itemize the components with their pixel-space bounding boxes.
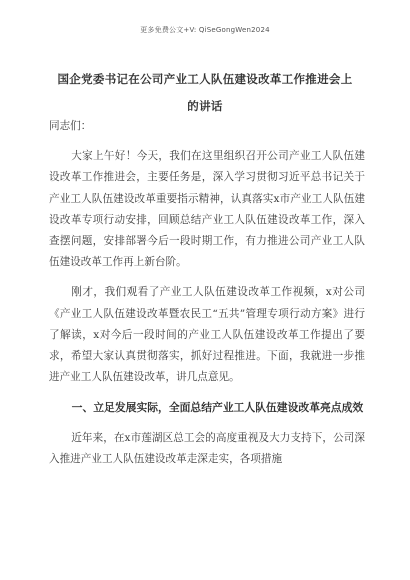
document-title (40, 66, 370, 120)
section-paragraph: 近年来，在x市莲湖区总工会的高度重视及大力支持下，公司深入推进产业工人队伍建设改革走深走实，各项措施 (49, 431, 365, 465)
section-heading: 一、立足发展实际，全面总结产业工人队伍建设改革亮点成效 (71, 401, 364, 415)
salutation: 同志们： (49, 120, 92, 132)
paragraph-context: 刚才，我们观看了产业工人队伍建设改革工作视频，x对公司《产业工人队伍建设改革暨农民工“五共”管理专项行动方案》进行了解读，x对今后一段时间的产业工人队伍建设改革工作提出了要求，希望大家认真贯彻落实，抓好过程推进。下面，我就进一步推进产业工人队伍建设改革，讲几点意见。 (49, 286, 365, 384)
paragraph-opening: 大家上午好！今天，我们在这里组织召开公司产业工人队伍建设改革工作推进会，主要任务是，深入学习贯彻习近平总书记关于产业工人队伍建设改革重要指示精神，认真落实x市产业工人队伍建设改革专项行动安排，回顾总结产业工人队伍建设改革工作，深入查摆问题，安排部署今后一段时期工作，有力推进公司产业工人队伍建设改革工作再上新台阶。 (49, 150, 365, 269)
title-line-2: 的讲话 (187, 99, 223, 113)
document-body (49, 116, 365, 479)
title-line-1: 国企党委书记在公司产业工人队伍建设改革工作推进会上 (57, 72, 353, 86)
header-note: 更多免费公文+V: QiSeGongWen2024 (140, 26, 270, 34)
